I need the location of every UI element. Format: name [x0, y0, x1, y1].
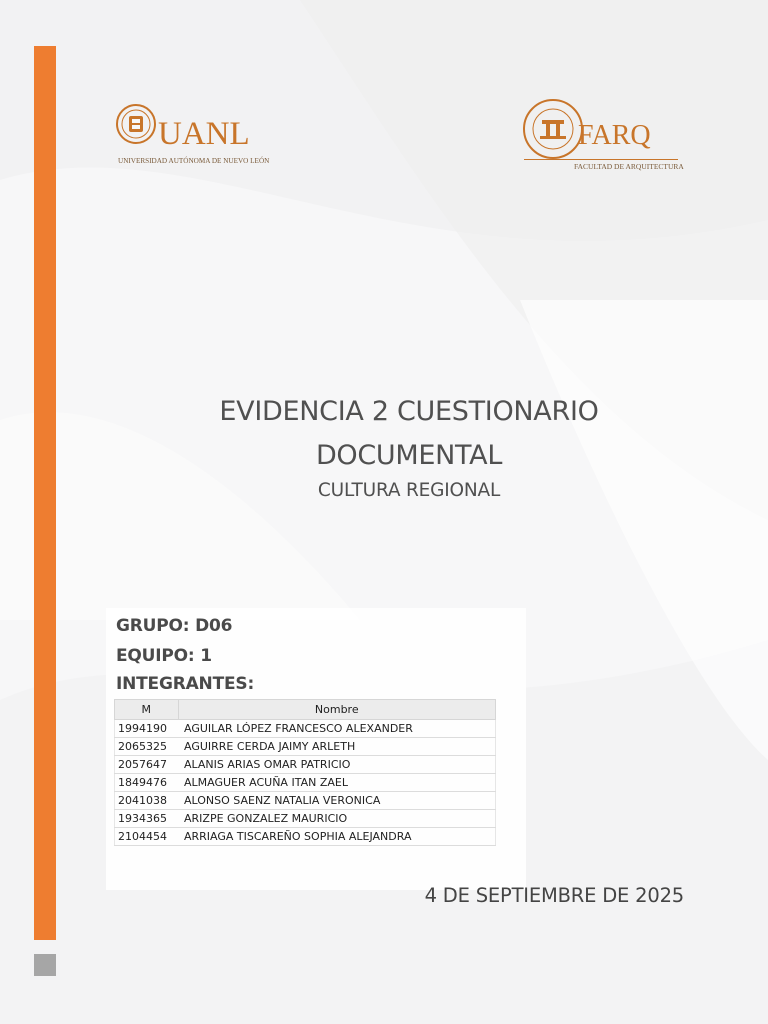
nombre-cell: ARIZPE GONZALEZ MAURICIO [178, 810, 496, 828]
matricula-cell: 2104454 [115, 828, 179, 846]
subtitle: CULTURA REGIONAL [317, 480, 501, 501]
matricula-cell: 2065325 [115, 738, 179, 756]
column-header-matricula: M [115, 700, 179, 720]
table-row [115, 828, 496, 846]
document-date: 4 DE SEPTIEMBRE DE 2025 [424, 884, 684, 907]
integrantes-label: INTEGRANTES: [116, 674, 255, 694]
nombre-cell: AGUILAR LÓPEZ FRANCESCO ALEXANDER [178, 720, 496, 738]
farq-logo [522, 98, 682, 174]
uanl-logo [116, 100, 270, 170]
title-line-1: EVIDENCIA 2 CUESTIONARIO [219, 396, 599, 427]
matricula-cell: 2041038 [115, 792, 179, 810]
table-row [115, 738, 496, 756]
uanl-seal-icon [116, 102, 156, 148]
farq-divider [524, 159, 678, 160]
title-line-2: DOCUMENTAL [315, 440, 503, 471]
uanl-subtitle: UNIVERSIDAD AUTÓNOMA DE NUEVO LEÓN [118, 157, 270, 165]
table-row [115, 792, 496, 810]
nombre-cell: AGUIRRE CERDA JAIMY ARLETH [178, 738, 496, 756]
matricula-cell: 1934365 [115, 810, 179, 828]
title-block [150, 390, 668, 501]
nombre-cell: ARRIAGA TISCAREÑO SOPHIA ALEJANDRA [178, 828, 496, 846]
table-row [115, 810, 496, 828]
orange-side-bar [34, 46, 56, 940]
matricula-cell: 1849476 [115, 774, 179, 792]
equipo-label: EQUIPO: 1 [116, 646, 212, 666]
uanl-wordmark: UANL [158, 116, 250, 152]
matricula-cell: 2057647 [115, 756, 179, 774]
nombre-cell: ALMAGUER ACUÑA ITAN ZAEL [178, 774, 496, 792]
table-row [115, 720, 496, 738]
farq-seal-icon [522, 98, 584, 160]
farq-subtitle: FACULTAD DE ARQUITECTURA [574, 162, 684, 171]
column-header-nombre: Nombre [178, 700, 496, 720]
nombre-cell: ALANIS ARIAS OMAR PATRICIO [178, 756, 496, 774]
gray-corner-marker [34, 954, 56, 976]
farq-wordmark: FARQ [578, 120, 651, 151]
grupo-label: GRUPO: D06 [116, 616, 233, 636]
table-header-row [115, 700, 496, 720]
matricula-cell: 1994190 [115, 720, 179, 738]
members-table [114, 699, 496, 846]
nombre-cell: ALONSO SAENZ NATALIA VERONICA [178, 792, 496, 810]
table-row [115, 774, 496, 792]
table-row [115, 756, 496, 774]
